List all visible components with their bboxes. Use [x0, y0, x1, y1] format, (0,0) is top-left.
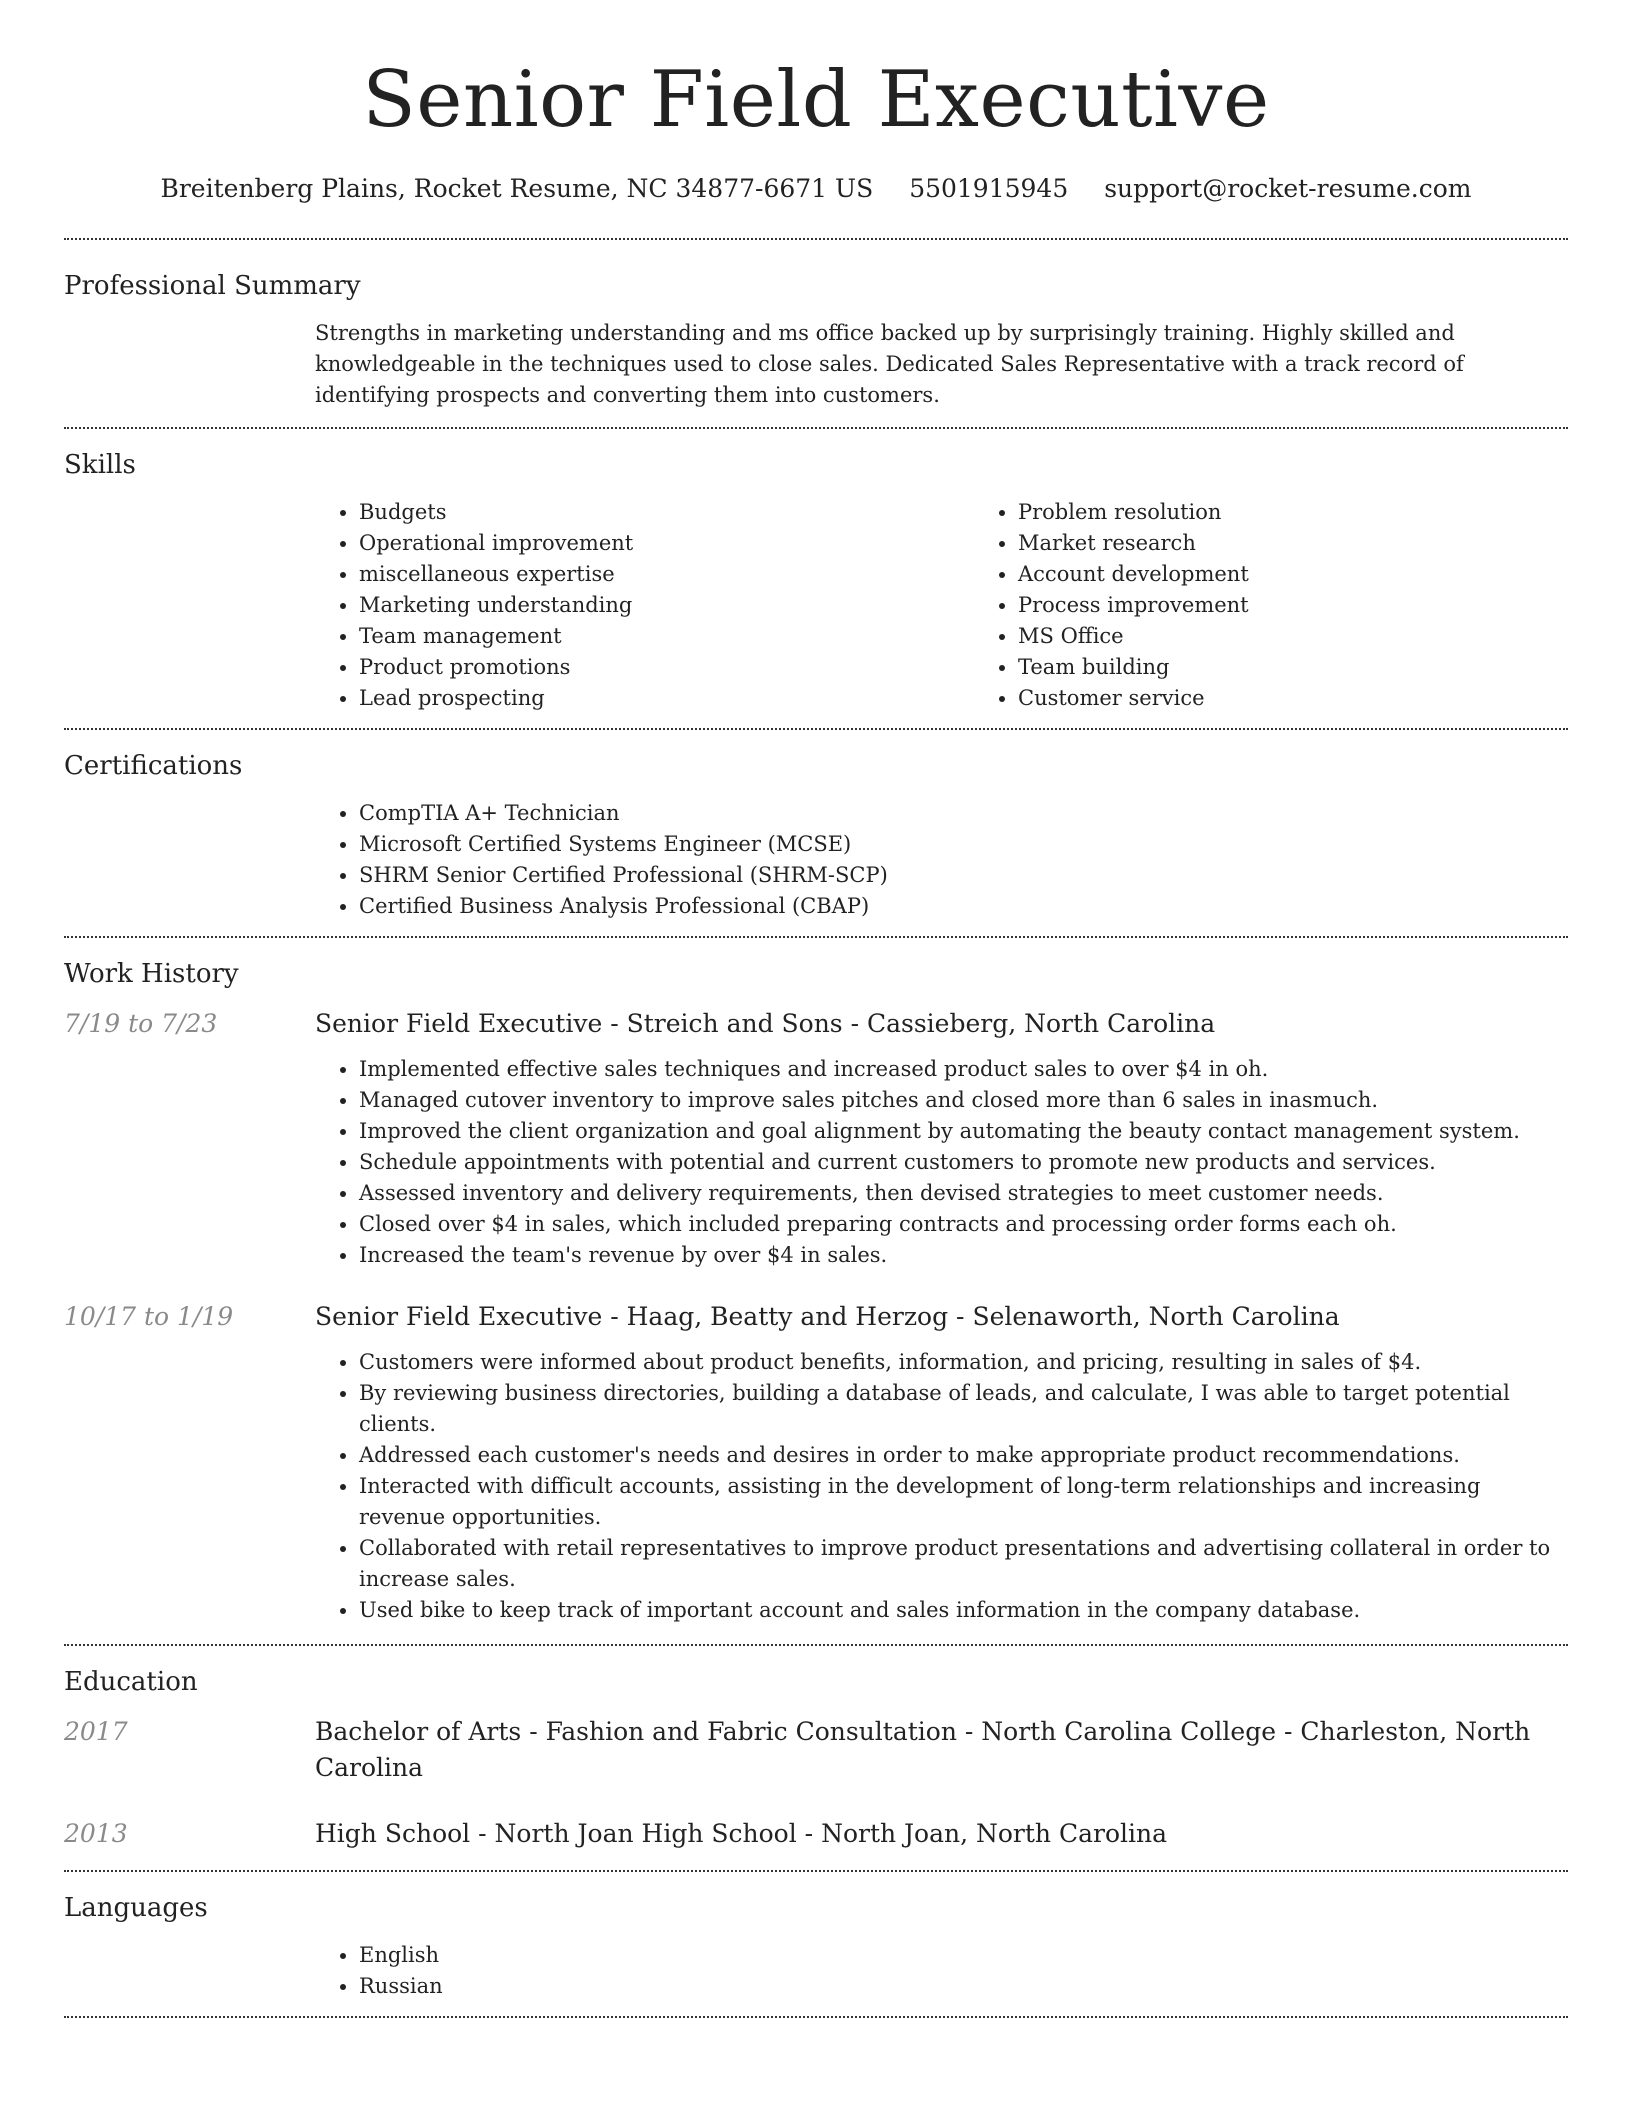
skill-item: • Product promotions	[359, 652, 974, 683]
languages-block	[64, 1940, 1568, 2002]
certifications-title: Certifications	[64, 751, 243, 781]
contact-line	[64, 172, 1568, 206]
language-item: • Russian	[359, 1971, 1568, 2002]
job-bullet: • Customers were informed about product benefits, information, and pricing, resulting in sales of $4.	[359, 1347, 1568, 1378]
education-degree: High School	[315, 1819, 471, 1848]
skill-item: • Account development	[1018, 559, 1632, 590]
summary-title: Professional Summary	[64, 271, 361, 301]
job-bullet: • Interacted with difficult accounts, assisting in the development of long-term relationships and increasing revenue opportunities.	[359, 1471, 1568, 1533]
work-history-section	[64, 938, 1568, 1644]
job-role: Senior Field Executive	[315, 1302, 603, 1331]
contact-email: support@rocket-resume.com	[1104, 174, 1472, 203]
job-company: Streich and Sons	[626, 1009, 843, 1038]
job-dates: 7/19 to 7/23	[64, 1009, 218, 1038]
contact-address: Breitenberg Plains, Rocket Resume, NC 34877-6671 US	[160, 174, 874, 203]
languages-section	[64, 1872, 1568, 2016]
job-location: Cassieberg, North Carolina	[866, 1009, 1216, 1038]
skills-title: Skills	[64, 450, 136, 480]
certifications-list	[315, 798, 1568, 922]
certifications-section	[64, 730, 1568, 936]
skills-section	[64, 429, 1568, 728]
skills-list-left	[315, 497, 974, 714]
resume-header	[64, 0, 1568, 206]
job-heading: Senior Field Executive - Haag, Beatty and Herzog - Selenaworth, North Carolina	[315, 1302, 1340, 1331]
skill-item: • Customer service	[1018, 683, 1632, 714]
summary-section	[64, 240, 1568, 427]
skill-item: • Problem resolution	[1018, 497, 1632, 528]
education-location: North Joan, North Carolina	[821, 1819, 1168, 1848]
candidate-name: Senior Field Executive	[362, 55, 1270, 145]
skill-item: • MS Office	[1018, 621, 1632, 652]
job-bullet: • Closed over $4 in sales, which included preparing contracts and processing order forms each oh.	[359, 1209, 1568, 1240]
education-entry	[64, 1714, 1568, 1786]
job-bullet: • Addressed each customer's needs and desires in order to make appropriate product recommendations.	[359, 1440, 1568, 1471]
skill-item: • Budgets	[359, 497, 974, 528]
education-section	[64, 1646, 1568, 1870]
skills-list-right	[974, 497, 1632, 714]
education-school: North Joan High School	[494, 1819, 797, 1848]
job-location: Selenaworth, North Carolina	[972, 1302, 1340, 1331]
skill-item: • Operational improvement	[359, 528, 974, 559]
job-bullet: • Implemented effective sales techniques and increased product sales to over $4 in oh.	[359, 1054, 1568, 1085]
languages-list	[315, 1940, 1568, 2002]
education-entry	[64, 1816, 1568, 1852]
job-entry	[64, 1006, 1568, 1271]
education-title: Education	[64, 1667, 198, 1697]
skill-item: • Process improvement	[1018, 590, 1632, 621]
job-bullet: • Managed cutover inventory to improve sales pitches and closed more than 6 sales in inasmuch.	[359, 1085, 1568, 1116]
job-bullet: • By reviewing business directories, building a database of leads, and calculate, I was able to target potential clients.	[359, 1378, 1568, 1440]
section-divider	[64, 2016, 1568, 2018]
contact-phone: 5501915945	[909, 174, 1069, 203]
job-content	[315, 1006, 1568, 1271]
skill-item: • miscellaneous expertise	[359, 559, 974, 590]
language-item: • English	[359, 1940, 1568, 1971]
job-bullet: • Assessed inventory and delivery requirements, then devised strategies to meet customer needs.	[359, 1178, 1568, 1209]
job-bullets	[315, 1347, 1568, 1626]
skill-item: • Marketing understanding	[359, 590, 974, 621]
skills-grid	[64, 497, 1568, 714]
education-details: High School - North Joan High School - North Joan, North Carolina	[315, 1819, 1168, 1848]
job-heading: Senior Field Executive - Streich and Sons - Cassieberg, North Carolina	[315, 1009, 1216, 1038]
work-history-title: Work History	[64, 959, 239, 989]
education-details: Bachelor of Arts - Fashion and Fabric Consultation - North Carolina College - Charleston, North Carolina	[315, 1717, 1531, 1782]
education-year: 2017	[64, 1717, 128, 1746]
job-bullets	[315, 1054, 1568, 1271]
job-bullet: • Used bike to keep track of important account and sales information in the company database.	[359, 1595, 1568, 1626]
education-degree: Bachelor of Arts	[315, 1717, 522, 1746]
job-bullet: • Improved the client organization and goal alignment by automating the beauty contact management system.	[359, 1116, 1568, 1147]
job-bullet: • Collaborated with retail representatives to improve product presentations and advertising collateral in order to increase sales.	[359, 1533, 1568, 1595]
certification-item: • Certified Business Analysis Professional (CBAP)	[359, 891, 1568, 922]
certifications-block	[64, 798, 1568, 922]
education-location: Charleston, North Carolina	[315, 1717, 1531, 1782]
job-company: Haag, Beatty and Herzog	[626, 1302, 949, 1331]
certification-item: • SHRM Senior Certified Professional (SHRM-SCP)	[359, 860, 1568, 891]
skill-item: • Team building	[1018, 652, 1632, 683]
job-bullet: • Increased the team's revenue by over $4 in sales.	[359, 1240, 1568, 1271]
job-content	[315, 1299, 1568, 1626]
summary-text: Strengths in marketing understanding and ms office backed up by surprisingly training. Highly skilled and knowledgeable in the techniques used to close sales. Dedicated Sales Representative with a track record of identifying prospects and converting them into customers.	[315, 321, 1464, 407]
certification-item: • Microsoft Certified Systems Engineer (MCSE)	[359, 829, 1568, 860]
skill-item: • Team management	[359, 621, 974, 652]
education-field: Fashion and Fabric Consultation	[545, 1717, 957, 1746]
job-role: Senior Field Executive	[315, 1009, 603, 1038]
skill-item: • Market research	[1018, 528, 1632, 559]
education-year: 2013	[64, 1819, 128, 1848]
languages-title: Languages	[64, 1893, 208, 1923]
certification-item: • CompTIA A+ Technician	[359, 798, 1568, 829]
job-dates: 10/17 to 1/19	[64, 1302, 234, 1331]
skill-item: • Lead prospecting	[359, 683, 974, 714]
job-bullet: • Schedule appointments with potential and current customers to promote new products and services.	[359, 1147, 1568, 1178]
education-school: North Carolina College	[981, 1717, 1276, 1746]
job-entry	[64, 1299, 1568, 1626]
